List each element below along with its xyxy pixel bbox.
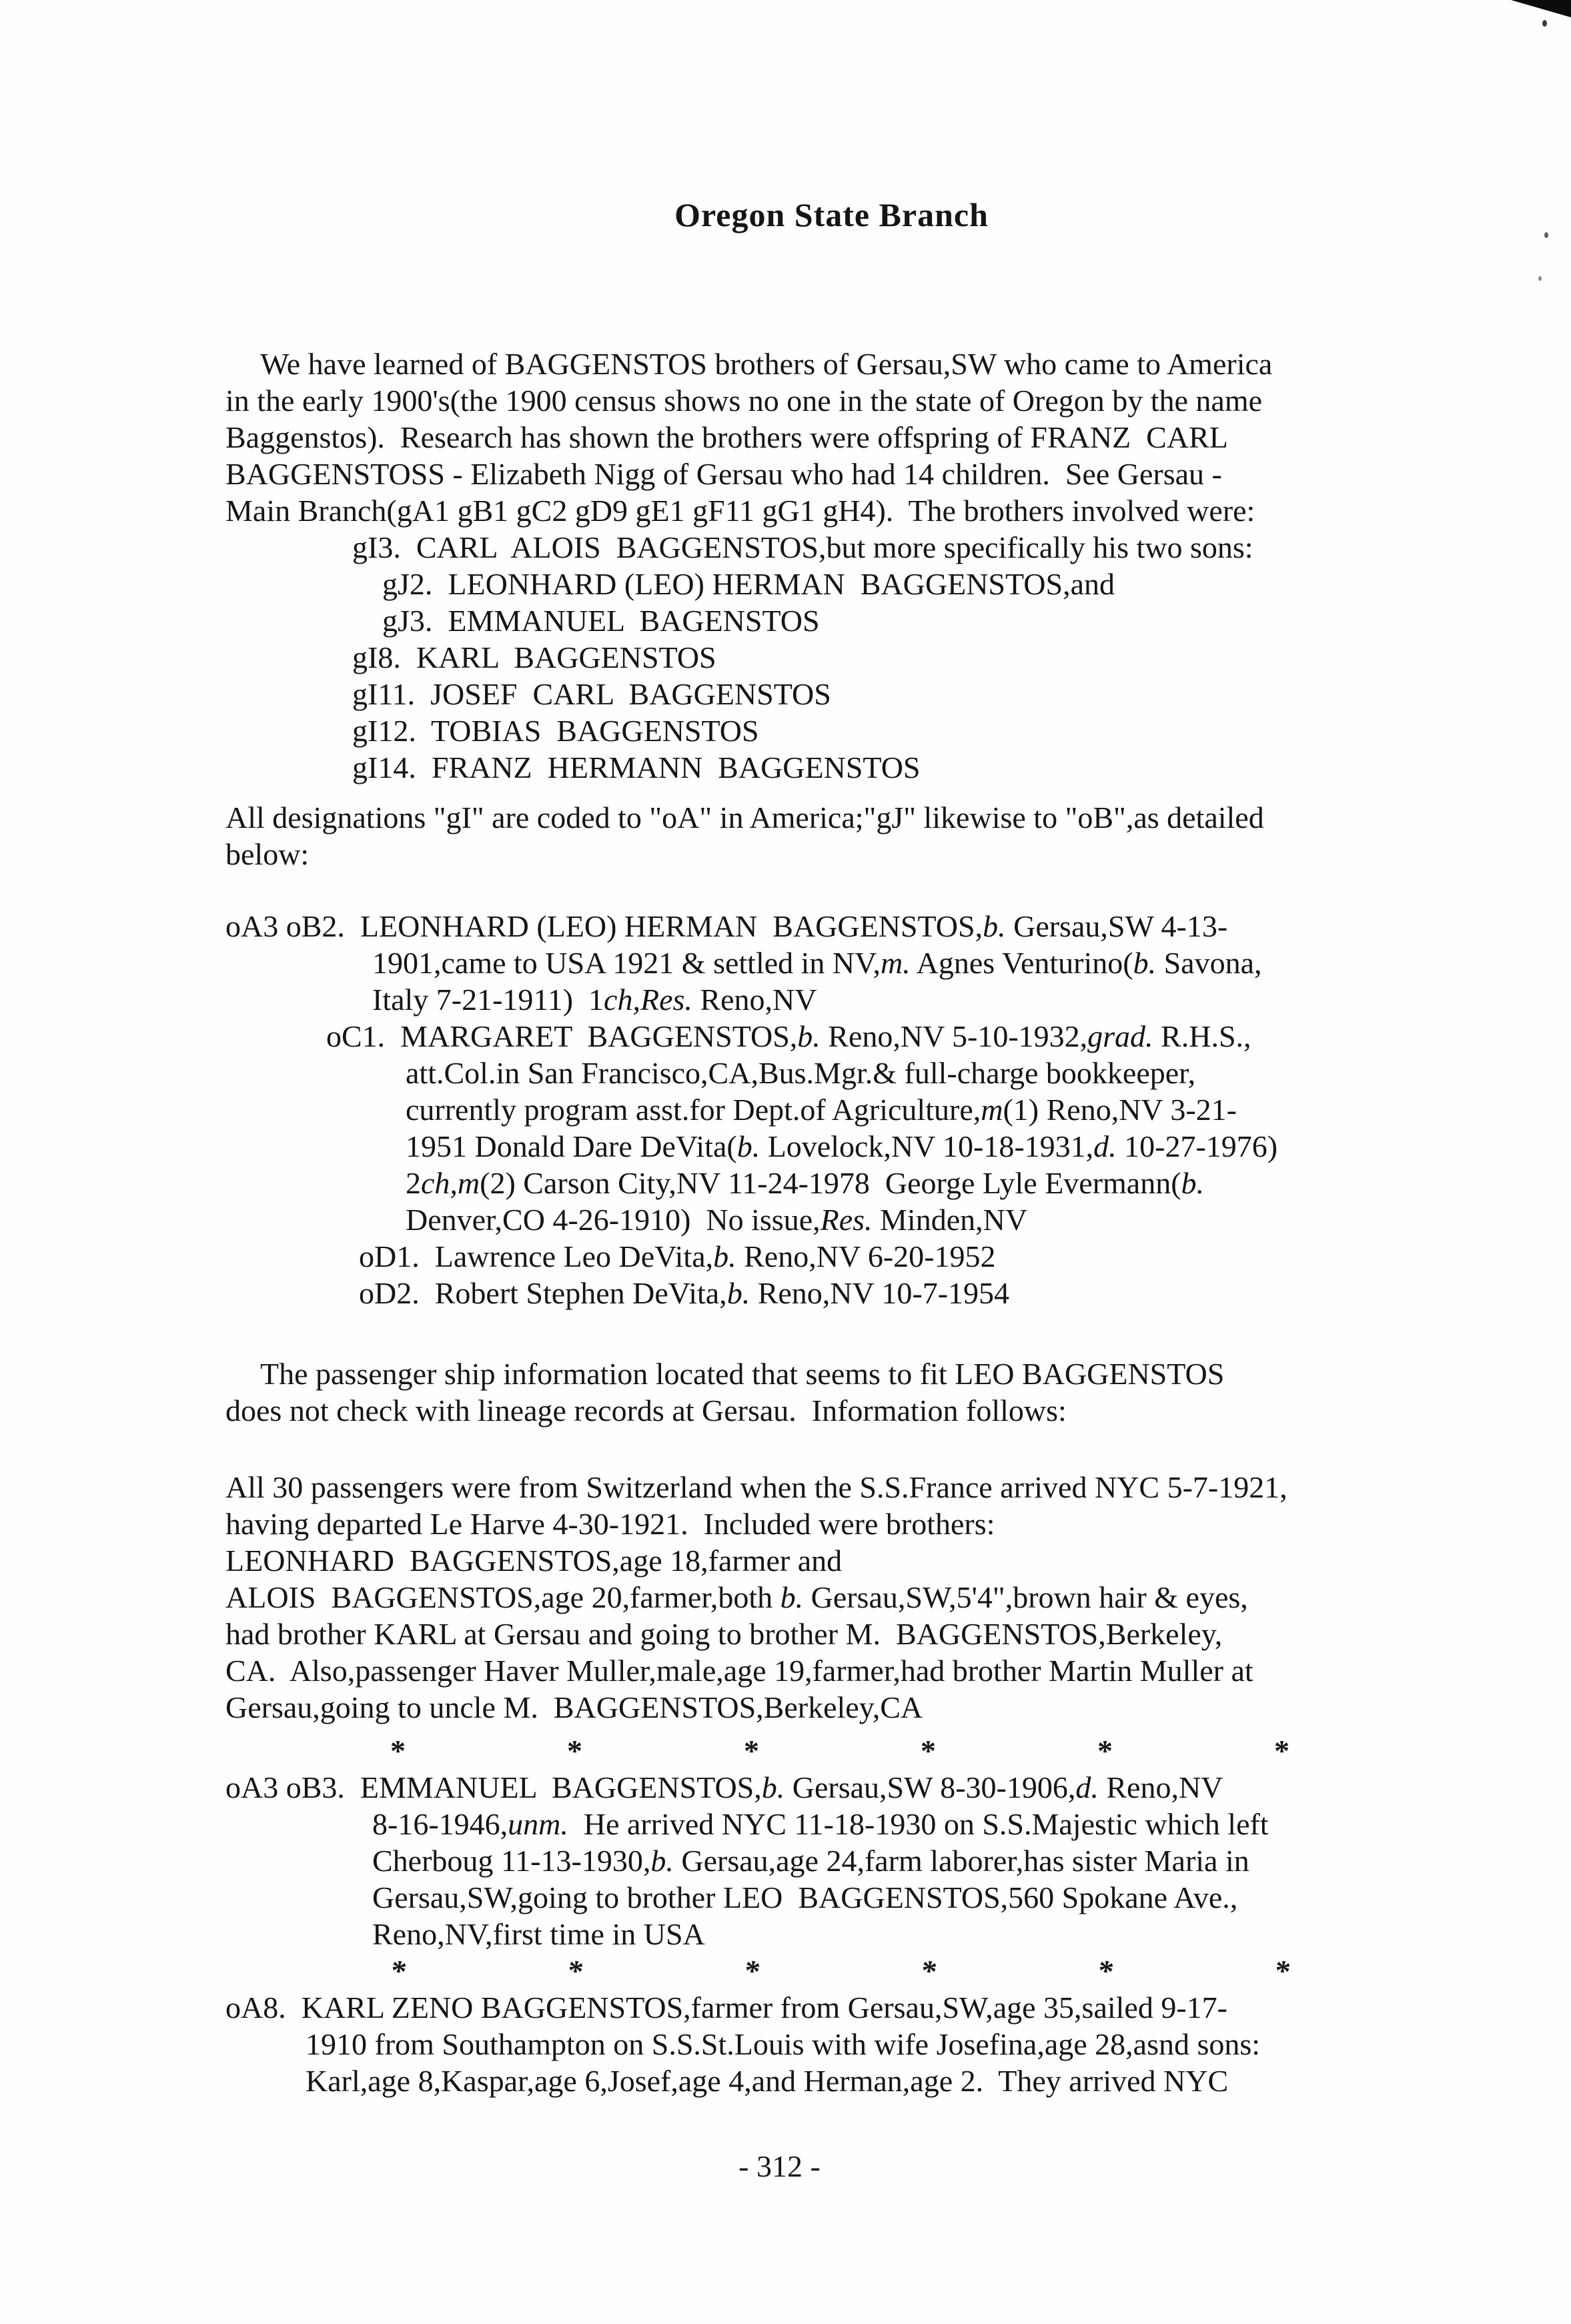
italic-text-run: b.	[650, 1844, 674, 1878]
text-run: Cherboug 11-13-1930,	[372, 1844, 651, 1878]
text-run: Baggenstos). Research has shown the brothers were offspring of FRANZ CARL	[225, 420, 1228, 454]
text-line	[406, 1165, 1438, 1201]
text-run: oA8. KARL ZENO BAGGENSTOS,farmer from Gersau,SW,age 35,sailed 9-17-	[225, 1990, 1227, 2024]
text-line	[260, 1355, 1438, 1392]
text-line	[352, 749, 1438, 786]
text-line	[225, 1469, 1438, 1506]
text-line	[352, 639, 1438, 676]
asterisk-glyph: *	[921, 1954, 936, 1988]
asterisk-glyph: *	[1097, 1734, 1113, 1768]
italic-text-run: grad.	[1087, 1019, 1153, 1053]
text-run: Agnes Venturino(	[910, 946, 1133, 980]
text-run: We have learned of BAGGENSTOS brothers of Gersau,SW who came to America	[260, 347, 1273, 381]
text-run: 1951 Donald Dare DeVita(	[406, 1129, 737, 1163]
text-line	[359, 1275, 1438, 1311]
text-run: oA3 oB3. EMMANUEL BAGGENSTOS,	[225, 1770, 762, 1804]
page-title: Oregon State Branch	[674, 196, 989, 233]
italic-text-run: b.	[797, 1019, 821, 1053]
text-run: oD2. Robert Stephen DeVita,	[359, 1276, 727, 1310]
text-line	[225, 1769, 1438, 1806]
text-run: Reno,NV 6-20-1952	[736, 1239, 996, 1273]
text-line	[372, 1879, 1438, 1916]
asterisk-glyph: *	[744, 1734, 759, 1768]
text-run: Gersau,SW 8-30-1906,	[784, 1770, 1076, 1804]
text-run: gI11. JOSEF CARL BAGGENSTOS	[352, 677, 831, 711]
text-line	[372, 1842, 1438, 1879]
text-line	[225, 1652, 1438, 1689]
text-run: Gersau,SW,5'4",brown hair & eyes,	[803, 1580, 1248, 1614]
text-line	[225, 1689, 1438, 1726]
italic-text-run: b.	[736, 1129, 760, 1163]
italic-text-run: b.	[713, 1239, 736, 1273]
asterisk-glyph: *	[744, 1954, 759, 1988]
text-line	[372, 981, 1438, 1018]
text-run: 1910 from Southampton on S.S.St.Louis with wife Josefina,age 28,asnd sons:	[306, 2027, 1261, 2061]
text-run: Reno,NV,first time in USA	[372, 1917, 705, 1951]
text-line	[359, 1238, 1438, 1275]
text-run: oD1. Lawrence Leo DeVita,	[359, 1239, 714, 1273]
asterisk-glyph: *	[390, 1954, 406, 1988]
text-line	[406, 1091, 1438, 1128]
text-run: (2) Carson City,NV 11-24-1978 George Lyle Evermann(	[480, 1166, 1181, 1200]
text-line	[225, 492, 1438, 529]
text-run: gI12. TOBIAS BAGGENSTOS	[352, 714, 759, 748]
italic-text-run: b.	[726, 1276, 750, 1310]
text-line	[225, 799, 1438, 836]
text-run: Reno,NV	[1098, 1770, 1223, 1804]
text-run: (1) Reno,NV 3-21-	[1003, 1093, 1237, 1127]
text-run: gJ3. EMMANUEL BAGENSTOS	[382, 604, 820, 638]
asterisk-glyph: *	[567, 1954, 582, 1988]
text-line	[306, 2026, 1438, 2063]
text-run: att.Col.in San Francisco,CA,Bus.Mgr.& full-charge bookkeeper,	[406, 1056, 1196, 1090]
text-line	[382, 566, 1438, 602]
text-run: Reno,NV 5-10-1932,	[820, 1019, 1088, 1053]
text-line	[225, 908, 1438, 945]
text-line	[406, 1055, 1438, 1091]
text-run: Minden,NV	[872, 1203, 1028, 1237]
text-run: All designations "gI" are coded to "oA" in America;"gJ" likewise to "oB",as detailed	[225, 800, 1264, 834]
text-run: having departed Le Harve 4-30-1921. Included were brothers:	[225, 1507, 995, 1541]
italic-text-run: b.	[761, 1770, 785, 1804]
text-line	[225, 1506, 1438, 1542]
text-run: R.H.S.,	[1153, 1019, 1251, 1053]
text-line	[225, 1542, 1438, 1579]
text-run: 2	[406, 1166, 421, 1200]
text-line	[225, 1579, 1438, 1616]
text-line	[372, 1806, 1438, 1842]
text-run: Main Branch(gA1 gB1 gC2 gD9 gE1 gF11 gG1 gH4). The brothers involved were:	[225, 494, 1255, 528]
text-line	[326, 1018, 1438, 1055]
text-run: Reno,NV 10-7-1954	[750, 1276, 1010, 1310]
text-line	[372, 945, 1438, 981]
text-run: oA3 oB2. LEONHARD (LEO) HERMAN BAGGENSTOS,	[225, 909, 983, 943]
italic-text-run: ch,Res.	[604, 983, 692, 1017]
text-run: Reno,NV	[692, 983, 817, 1017]
text-run: 8-16-1946,	[372, 1807, 508, 1841]
text-line	[372, 1916, 1438, 1952]
scan-artifact-corner	[1511, 0, 1571, 17]
text-run: ALOIS BAGGENSTOS,age 20,farmer,both	[225, 1580, 780, 1614]
italic-text-run: b.	[1181, 1166, 1205, 1200]
asterisk-glyph: *	[921, 1734, 936, 1768]
asterisk-separator	[390, 1732, 1438, 1769]
text-line	[260, 346, 1438, 382]
text-run: does not check with lineage records at Gersau. Information follows:	[225, 1393, 1067, 1427]
body-text	[225, 346, 1438, 2099]
italic-text-run: b.	[780, 1580, 804, 1614]
scan-artifact-speck	[1542, 20, 1547, 27]
text-column	[225, 0, 1438, 2185]
italic-text-run: b.	[1133, 946, 1157, 980]
text-run: currently program asst.for Dept.of Agriculture,	[406, 1093, 981, 1127]
text-run: Lovelock,NV 10-18-1931,	[760, 1129, 1094, 1163]
text-line	[225, 382, 1438, 419]
text-line	[352, 676, 1438, 712]
text-run: had brother KARL at Gersau and going to brother M. BAGGENSTOS,Berkeley,	[225, 1617, 1223, 1651]
text-line	[225, 419, 1438, 456]
text-run: Karl,age 8,Kaspar,age 6,Josef,age 4,and Herman,age 2. They arrived NYC	[306, 2064, 1229, 2098]
text-run: All 30 passengers were from Switzerland when the S.S.France arrived NYC 5-7-1921,	[225, 1470, 1287, 1504]
text-line	[306, 2063, 1438, 2099]
text-run: BAGGENSTOSS - Elizabeth Nigg of Gersau who had 14 children. See Gersau -	[225, 457, 1222, 491]
text-line	[352, 712, 1438, 749]
italic-text-run: m.	[880, 946, 911, 980]
text-line	[225, 1616, 1438, 1652]
text-run: LEONHARD BAGGENSTOS,age 18,farmer and	[225, 1544, 843, 1578]
italic-text-run: unm.	[508, 1807, 568, 1841]
text-run: gI3. CARL ALOIS BAGGENSTOS,but more specifically his two sons:	[352, 530, 1253, 564]
text-line	[406, 1128, 1438, 1165]
scan-artifact-speck	[1538, 276, 1542, 281]
text-line	[225, 456, 1438, 492]
text-run: 1901,came to USA 1921 & settled in NV,	[372, 946, 881, 980]
text-run: The passenger ship information located that seems to fit LEO BAGGENSTOS	[260, 1357, 1225, 1391]
text-line	[406, 1201, 1438, 1238]
asterisk-glyph: *	[1097, 1954, 1113, 1988]
italic-text-run: ch,m	[421, 1166, 480, 1200]
text-run: gI8. KARL BAGGENSTOS	[352, 640, 716, 674]
text-line	[225, 1392, 1438, 1429]
text-line	[352, 529, 1438, 566]
text-run: gI14. FRANZ HERMANN BAGGENSTOS	[352, 750, 921, 784]
text-run: gJ2. LEONHARD (LEO) HERMAN BAGGENSTOS,and	[382, 567, 1115, 601]
text-run: 10-27-1976)	[1116, 1129, 1278, 1163]
asterisk-separator	[390, 1952, 1438, 1989]
text-run: in the early 1900's(the 1900 census shows no one in the state of Oregon by the name	[225, 384, 1263, 418]
text-run: Italy 7-21-1911) 1	[372, 983, 604, 1017]
text-run: He arrived NYC 11-18-1930 on S.S.Majestic which left	[568, 1807, 1269, 1841]
text-run: Denver,CO 4-26-1910) No issue,	[406, 1203, 821, 1237]
text-run: Gersau,SW 4-13-	[1005, 909, 1228, 943]
asterisk-glyph: *	[1274, 1734, 1289, 1768]
scan-artifact-speck	[1544, 232, 1548, 238]
text-line	[382, 602, 1438, 639]
italic-text-run: b.	[983, 909, 1006, 943]
page-number: - 312 -	[738, 2149, 821, 2183]
text-line	[225, 836, 1438, 873]
text-run: Gersau,SW,going to brother LEO BAGGENSTOS,560 Spokane Ave.,	[372, 1880, 1238, 1914]
italic-text-run: m	[981, 1093, 1003, 1127]
asterisk-glyph: *	[390, 1734, 406, 1768]
italic-text-run: d.	[1075, 1770, 1099, 1804]
text-run: oC1. MARGARET BAGGENSTOS,	[326, 1019, 798, 1053]
italic-text-run: d.	[1093, 1129, 1117, 1163]
text-run: below:	[225, 837, 310, 871]
asterisk-glyph: *	[567, 1734, 582, 1768]
text-run: Savona,	[1156, 946, 1262, 980]
text-run: Gersau,age 24,farm laborer,has sister Maria in	[673, 1844, 1249, 1878]
text-run: Gersau,going to uncle M. BAGGENSTOS,Berkeley,CA	[225, 1690, 923, 1724]
italic-text-run: Res.	[820, 1203, 873, 1237]
text-run: CA. Also,passenger Haver Muller,male,age 19,farmer,had brother Martin Muller at	[225, 1654, 1253, 1688]
asterisk-glyph: *	[1274, 1954, 1289, 1988]
text-line	[225, 1989, 1438, 2026]
